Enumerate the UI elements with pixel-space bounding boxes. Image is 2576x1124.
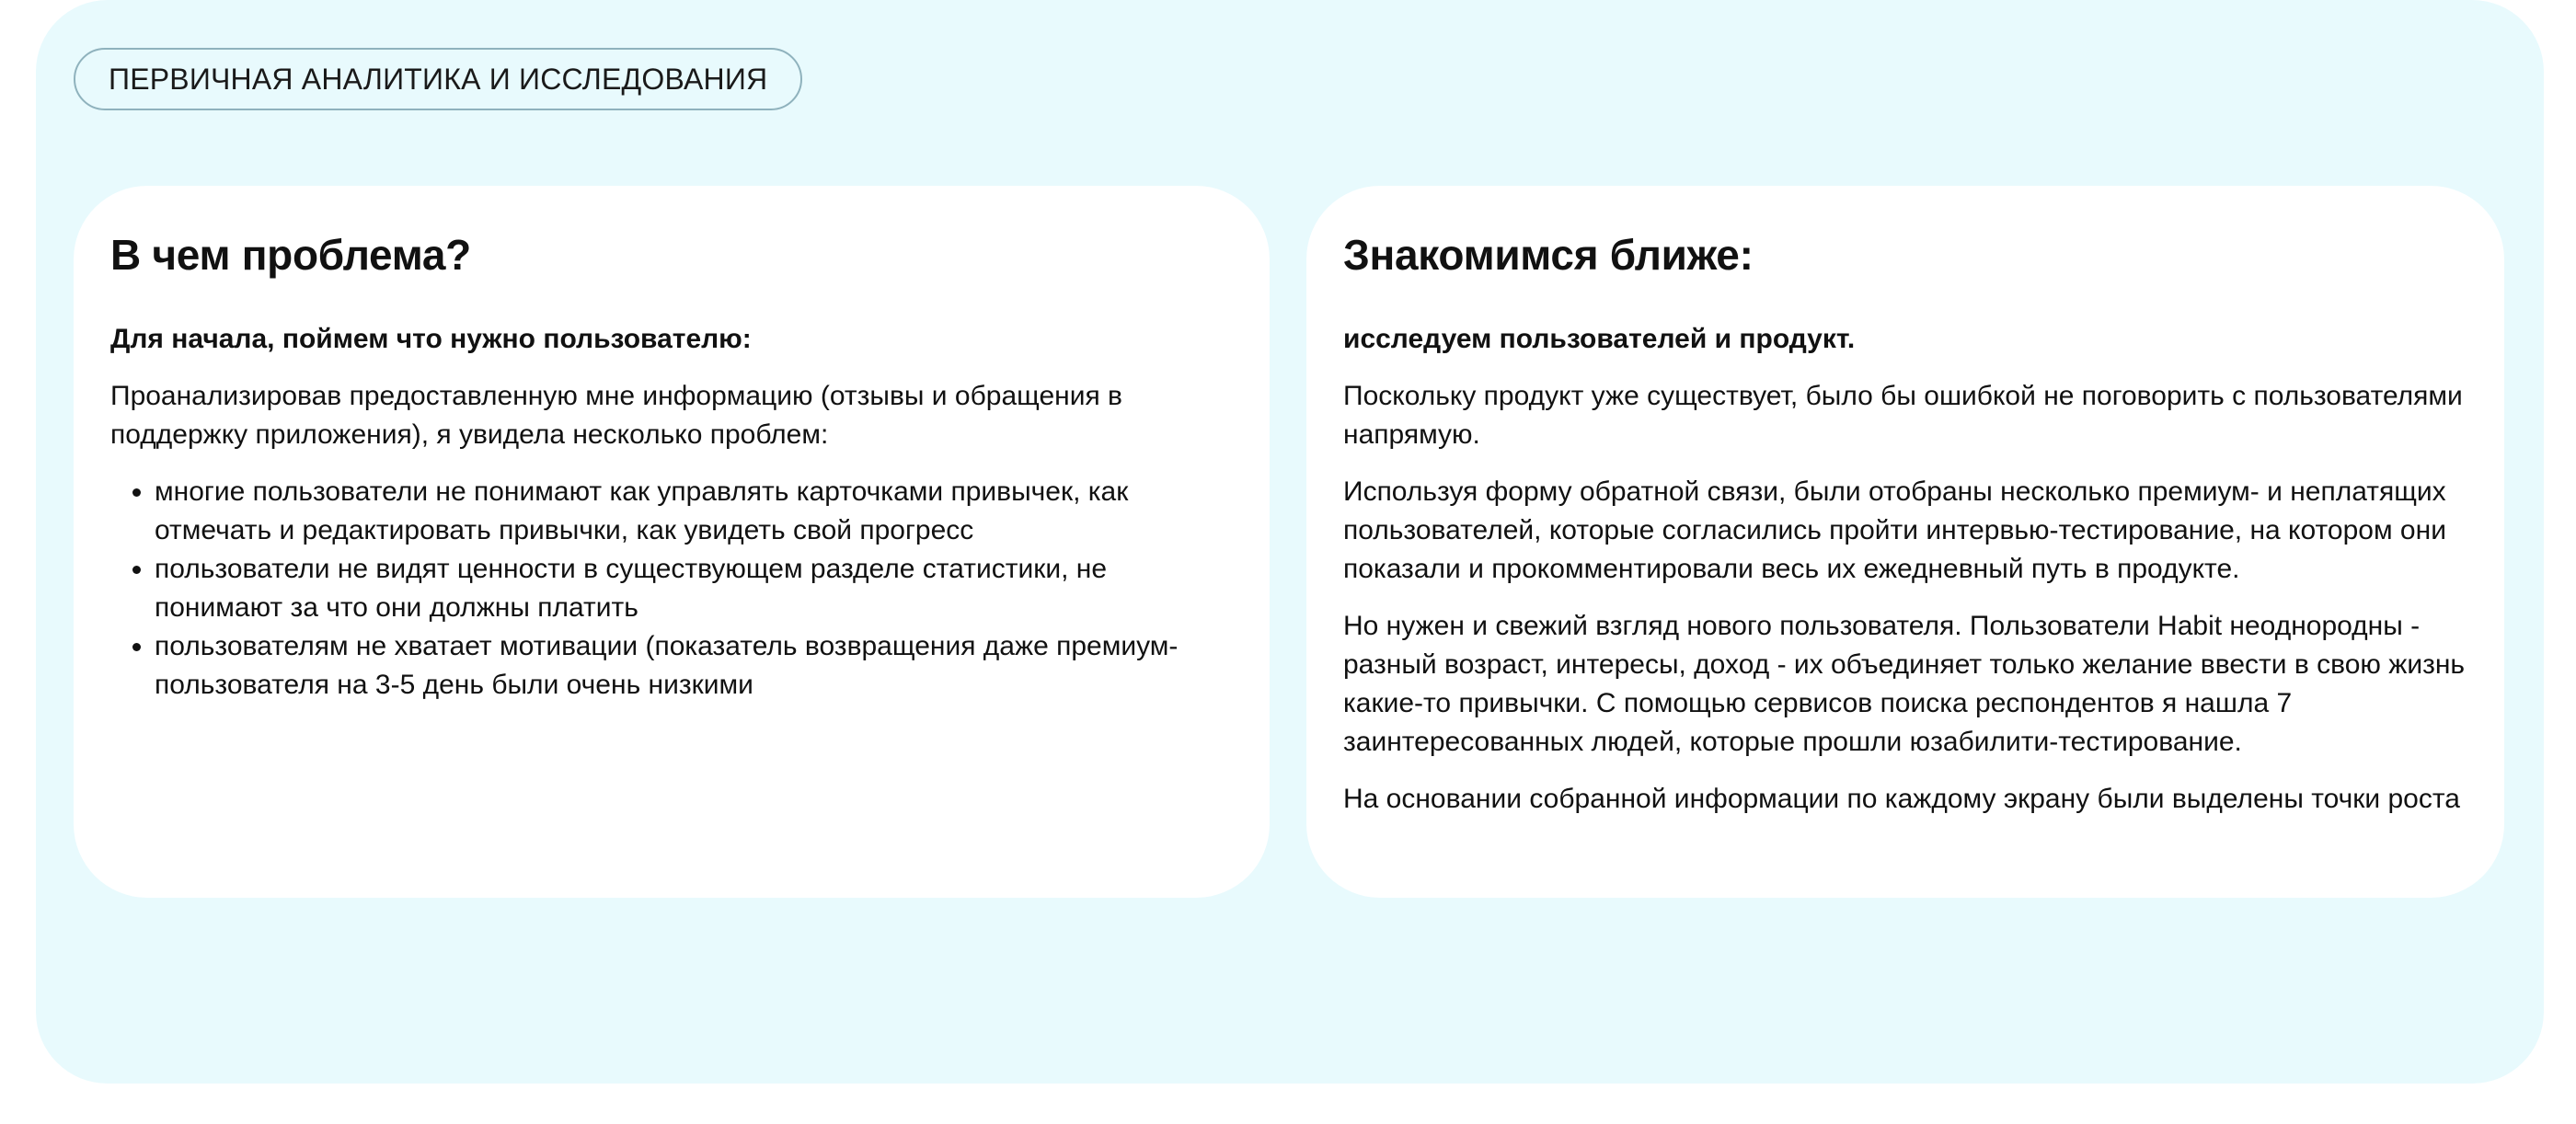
problem-card-title: В чем проблема? — [110, 231, 471, 279]
problem-card — [74, 186, 1270, 898]
problem-card-intro: Проанализировав предоставленную мне информацию (отзывы и обращения в поддержку приложения), я увидела несколько проблем: — [110, 381, 1122, 450]
problem-list — [110, 473, 1233, 705]
research-paragraph: На основании собранной информации по каждому экрану были выделены точки роста — [1343, 784, 2460, 814]
section-tag: ПЕРВИЧНАЯ АНАЛИТИКА И ИССЛЕДОВАНИЯ — [74, 48, 802, 110]
research-paragraph: Но нужен и свежий взгляд нового пользователя. Пользователи Habit неоднородны - разный возраст, интересы, доход - их объединяет только желание ввести в свою жизнь какие-то привычки. С помощью сервисов поиска респондентов я нашла 7 заинтересованных людей, которые прошли юзабилити-тестирование. — [1343, 611, 2466, 757]
research-card-title: Знакомимся ближе: — [1343, 231, 1754, 279]
problem-list-item: • пользователям не хватает мотивации (показатель возвращения даже премиум-пользователя на 3-5 день были очень низкими — [155, 627, 1233, 705]
problem-card-subtitle: Для начала, поймем что нужно пользователю: — [110, 324, 752, 354]
problem-list-item: • пользователи не видят ценности в существующем разделе статистики, не понимают за что они должны платить — [155, 550, 1233, 627]
problem-list-item: • многие пользователи не понимают как управлять карточками привычек, как отмечать и редактировать привычки, как увидеть свой прогресс — [155, 473, 1233, 550]
research-card — [1306, 186, 2504, 898]
research-paragraph: Поскольку продукт уже существует, было бы ошибкой не поговорить с пользователями напрямую. — [1343, 381, 2463, 450]
research-paragraph: Используя форму обратной связи, были отобраны несколько премиум- и неплатящих пользователей, которые согласились пройти интервью-тестирование, на котором они показали и прокомментировали весь их ежедневный путь в продукте. — [1343, 476, 2446, 584]
section-panel — [36, 0, 2544, 1084]
research-card-subtitle: исследуем пользователей и продукт. — [1343, 324, 1856, 354]
